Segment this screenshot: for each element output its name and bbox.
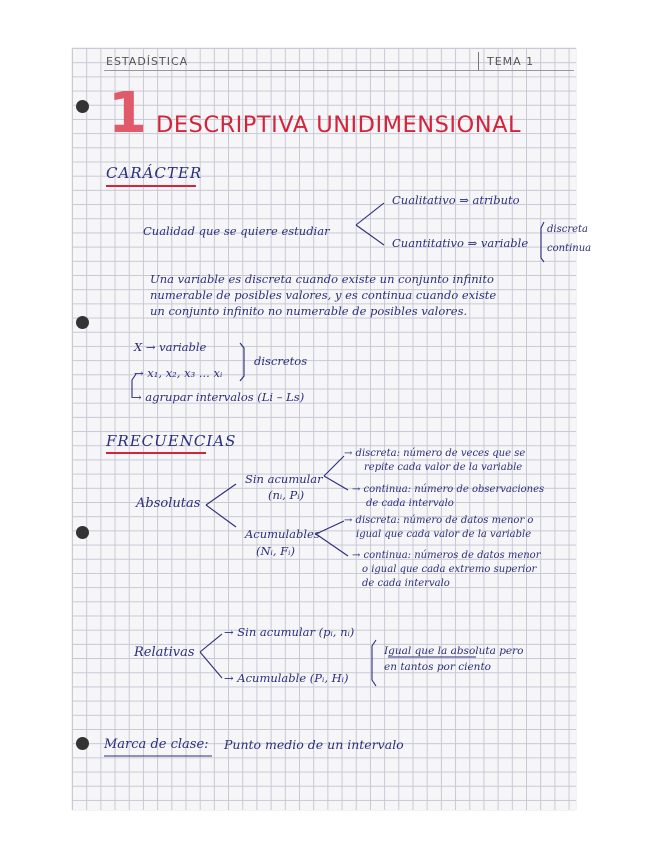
relativas-sin-acumular: → Sin acumular (pᵢ, nᵢ) — [224, 625, 355, 639]
branch-line — [132, 374, 136, 398]
sin-acumular-label: Sin acumular — [245, 472, 323, 486]
acumulables-label: Acumulables — [245, 527, 320, 541]
paragraph-line: un conjunto infinito no numerable de posibles valores. — [150, 304, 468, 318]
agrupar-intervalos: → agrupar intervalos (Li – Ls) — [132, 390, 305, 404]
page-title: DESCRIPTIVA UNIDIMENSIONAL — [156, 112, 521, 138]
topic-label: TEMA 1 — [487, 55, 535, 68]
sin-acumular-symbols: (nᵢ, Pᵢ) — [268, 488, 305, 502]
title-number: 1 — [108, 81, 147, 146]
x-values: → x₁, x₂, x₃ ... xᵢ — [134, 366, 223, 380]
acum-discreta: igual que cada valor de la variable — [356, 529, 532, 540]
cuantitativo-branch: Cuantitativo ⇒ variable — [392, 236, 529, 250]
paragraph-line: Una variable es discreta cuando existe un conjunto infinito — [150, 272, 494, 286]
branch-line — [356, 203, 384, 225]
paragraph-line: numerable de posibles valores, y es continua cuando existe — [150, 288, 497, 302]
branch-line — [356, 225, 384, 245]
brace — [541, 222, 544, 262]
relativas-label: Relativas — [134, 645, 195, 660]
section-heading-frecuencias: FRECUENCIAS — [106, 432, 237, 450]
continua-label: continua — [547, 243, 592, 254]
cualitativo-branch: Cualitativo ⇒ atributo — [392, 193, 520, 207]
subject-label: ESTADÍSTICA — [106, 55, 189, 68]
marca-clase-definition: Punto medio de un intervalo — [224, 737, 404, 752]
sin-acum-continua: de cada intervalo — [366, 498, 454, 509]
branch-line — [200, 652, 222, 678]
sin-acum-discreta: → discreta: número de veces que se — [344, 448, 526, 459]
brace — [240, 343, 244, 381]
section-heading-caracter: CARÁCTER — [106, 164, 203, 182]
sin-acum-discreta: repite cada valor de la variable — [364, 462, 523, 473]
acum-continua: de cada intervalo — [362, 578, 450, 589]
discreta-label: discreta — [547, 224, 589, 235]
acumulables-symbols: (Nᵢ, Fᵢ) — [256, 544, 295, 558]
caracter-root: Cualidad que se quiere estudiar — [143, 224, 330, 238]
x-variable: X → variable — [134, 340, 207, 354]
brace — [372, 640, 376, 686]
relativas-acumulable: → Acumulable (Pᵢ, Hᵢ) — [224, 671, 349, 685]
acum-continua: → continua: números de datos menor — [352, 550, 541, 561]
branch-line — [200, 634, 222, 652]
absolutas-label: Absolutas — [136, 496, 201, 511]
branch-line — [316, 534, 348, 556]
branch-line — [324, 476, 348, 490]
branch-line — [324, 456, 344, 476]
sin-acum-continua: → continua: número de observaciones — [352, 484, 545, 495]
relativas-note: en tantos por ciento — [384, 661, 491, 673]
branch-line — [206, 505, 236, 527]
relativas-note: Igual que la absoluta pero — [384, 645, 524, 657]
branch-line — [316, 521, 344, 534]
marca-clase-label: Marca de clase: — [104, 737, 209, 752]
acum-discreta: → discreta: número de datos menor o — [344, 515, 534, 526]
branch-line — [206, 484, 236, 505]
acum-continua: o igual que cada extremo superior — [362, 564, 537, 575]
discretos-label: discretos — [254, 354, 308, 368]
